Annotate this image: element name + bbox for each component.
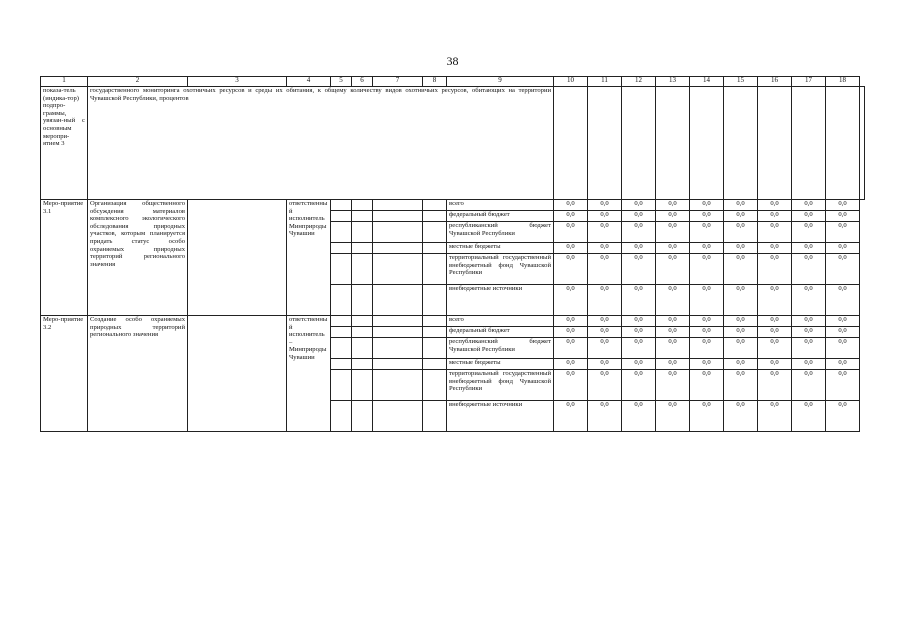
empty-cell [423,254,447,285]
empty-cell [188,316,287,432]
empty-cell [331,222,352,243]
funding-value: 0,0 [724,211,758,222]
funding-value: 0,0 [588,222,622,243]
measure-name: Организация общественного обсуждения материалов комплексного экологического обследования природных участков, которым планируется придать статус особо охраняемых природных территорий регионального значения [88,200,188,316]
funding-value: 0,0 [554,370,588,401]
funding-value: 0,0 [622,370,656,401]
column-number: 5 [331,77,352,87]
funding-value: 0,0 [724,370,758,401]
funding-value: 0,0 [724,401,758,432]
funding-value: 0,0 [758,370,792,401]
funding-value: 0,0 [588,211,622,222]
funding-value: 0,0 [690,200,724,211]
funding-value: 0,0 [758,254,792,285]
funding-value: 0,0 [690,285,724,316]
funding-value: 0,0 [826,243,860,254]
funding-value: 0,0 [656,200,690,211]
empty-cell [423,338,447,359]
column-number: 7 [373,77,423,87]
funding-value: 0,0 [588,200,622,211]
funding-value: 0,0 [554,316,588,327]
funding-source: территориальный государственный внебюджетный фонд Чувашской Республики [447,370,554,401]
funding-value: 0,0 [690,211,724,222]
funding-source: всего [447,316,554,327]
funding-value: 0,0 [656,401,690,432]
funding-value: 0,0 [826,316,860,327]
funding-value: 0,0 [724,200,758,211]
funding-value: 0,0 [690,338,724,359]
funding-value: 0,0 [588,254,622,285]
funding-value: 0,0 [826,338,860,359]
column-number: 11 [588,77,622,87]
empty-cell [352,285,373,316]
column-number: 14 [690,77,724,87]
measure-executor: ответственный исполнитель Минприроды Чувашии [287,200,331,316]
funding-value: 0,0 [622,316,656,327]
empty-cell [826,87,860,200]
funding-value: 0,0 [656,222,690,243]
indicator-label: показа-тель (индика-тор) подпро-граммы, увязан-ный с основным меропри-ятием 3 [41,87,88,200]
empty-cell [373,370,423,401]
empty-cell [352,200,373,211]
funding-value: 0,0 [554,254,588,285]
funding-source: местные бюджеты [447,243,554,254]
funding-value: 0,0 [826,401,860,432]
funding-value: 0,0 [792,338,826,359]
funding-value: 0,0 [826,222,860,243]
funding-value: 0,0 [588,338,622,359]
empty-cell [188,200,287,316]
funding-value: 0,0 [656,211,690,222]
measure-label: Меро-приятие 3.1 [41,200,88,316]
empty-cell [373,254,423,285]
funding-value: 0,0 [758,359,792,370]
empty-cell [724,87,758,200]
funding-value: 0,0 [622,211,656,222]
funding-value: 0,0 [826,285,860,316]
empty-cell [690,87,724,200]
empty-cell [373,243,423,254]
funding-value: 0,0 [758,401,792,432]
funding-value: 0,0 [690,243,724,254]
funding-value: 0,0 [554,211,588,222]
funding-value: 0,0 [622,285,656,316]
source-row [41,316,865,327]
empty-cell [331,338,352,359]
funding-value: 0,0 [792,327,826,338]
funding-value: 0,0 [588,327,622,338]
empty-cell [352,211,373,222]
empty-cell [423,222,447,243]
funding-value: 0,0 [758,316,792,327]
funding-value: 0,0 [724,359,758,370]
funding-value: 0,0 [690,401,724,432]
funding-value: 0,0 [792,254,826,285]
column-number: 18 [826,77,860,87]
funding-value: 0,0 [622,359,656,370]
funding-value: 0,0 [622,254,656,285]
empty-cell [331,316,352,327]
empty-cell [352,401,373,432]
funding-source: местные бюджеты [447,359,554,370]
funding-value: 0,0 [588,401,622,432]
funding-value: 0,0 [690,222,724,243]
funding-source: республиканский бюджет Чувашской Республики [447,338,554,359]
header-row [41,77,865,87]
funding-value: 0,0 [792,359,826,370]
funding-value: 0,0 [758,243,792,254]
funding-value: 0,0 [724,254,758,285]
funding-value: 0,0 [554,222,588,243]
funding-value: 0,0 [826,211,860,222]
empty-cell [423,285,447,316]
empty-cell [373,316,423,327]
funding-value: 0,0 [724,316,758,327]
funding-value: 0,0 [690,359,724,370]
empty-cell [373,211,423,222]
funding-source: внебюджетные источники [447,285,554,316]
empty-cell [331,370,352,401]
funding-value: 0,0 [792,316,826,327]
funding-value: 0,0 [554,338,588,359]
indicator-row [41,87,865,200]
empty-cell [331,359,352,370]
funding-value: 0,0 [826,359,860,370]
funding-source: внебюджетные источники [447,401,554,432]
funding-value: 0,0 [826,200,860,211]
funding-value: 0,0 [690,370,724,401]
funding-value: 0,0 [622,327,656,338]
funding-value: 0,0 [554,359,588,370]
funding-value: 0,0 [724,338,758,359]
funding-source: федеральный бюджет [447,211,554,222]
funding-value: 0,0 [622,401,656,432]
funding-value: 0,0 [758,327,792,338]
empty-cell [423,401,447,432]
empty-cell [373,200,423,211]
empty-cell [758,87,792,200]
empty-cell [792,87,826,200]
funding-value: 0,0 [826,327,860,338]
funding-value: 0,0 [758,211,792,222]
funding-value: 0,0 [622,222,656,243]
funding-value: 0,0 [792,285,826,316]
funding-value: 0,0 [690,254,724,285]
column-number: 8 [423,77,447,87]
empty-cell [423,370,447,401]
column-number: 17 [792,77,826,87]
empty-cell [373,222,423,243]
funding-value: 0,0 [724,327,758,338]
measure-name: Создание особо охраняемых природных территорий регионального значения [88,316,188,432]
funding-value: 0,0 [554,200,588,211]
empty-cell [622,87,656,200]
empty-cell [423,211,447,222]
column-number: 1 [41,77,88,87]
column-number: 4 [287,77,331,87]
funding-value: 0,0 [588,316,622,327]
empty-cell [373,401,423,432]
funding-value: 0,0 [656,254,690,285]
empty-cell [373,327,423,338]
empty-cell [352,254,373,285]
empty-cell [423,316,447,327]
funding-value: 0,0 [554,401,588,432]
funding-value: 0,0 [792,243,826,254]
column-number: 2 [88,77,188,87]
indicator-text: государственного мониторинга охотничьих ресурсов и среды их обитания, к общему количеству видов охотничьих ресурсов, обитающих на территории Чувашской Республики, процентов [88,87,554,200]
funding-value: 0,0 [656,316,690,327]
page-number: 38 [446,54,459,68]
empty-cell [352,316,373,327]
funding-source: федеральный бюджет [447,327,554,338]
empty-cell [656,87,690,200]
empty-cell [352,338,373,359]
funding-value: 0,0 [690,316,724,327]
funding-value: 0,0 [690,327,724,338]
empty-cell [423,327,447,338]
empty-cell [373,285,423,316]
funding-value: 0,0 [724,222,758,243]
program-table [40,76,865,432]
funding-value: 0,0 [656,243,690,254]
empty-cell [352,359,373,370]
empty-cell [331,327,352,338]
funding-value: 0,0 [554,243,588,254]
column-number: 15 [724,77,758,87]
empty-cell [423,243,447,254]
funding-value: 0,0 [622,200,656,211]
funding-value: 0,0 [758,285,792,316]
empty-cell [588,87,622,200]
column-number: 10 [554,77,588,87]
empty-cell [554,87,588,200]
empty-cell [331,200,352,211]
empty-cell [331,285,352,316]
funding-value: 0,0 [588,243,622,254]
funding-value: 0,0 [656,370,690,401]
column-number: 3 [188,77,287,87]
funding-value: 0,0 [792,401,826,432]
funding-value: 0,0 [588,285,622,316]
funding-value: 0,0 [622,338,656,359]
funding-value: 0,0 [656,327,690,338]
funding-value: 0,0 [758,338,792,359]
column-number: 6 [352,77,373,87]
measure-executor: ответственный исполнитель – Минприроды Чувашии [287,316,331,432]
column-number: 9 [447,77,554,87]
funding-value: 0,0 [792,211,826,222]
funding-source: республиканский бюджет Чувашской Республики [447,222,554,243]
funding-value: 0,0 [724,285,758,316]
funding-value: 0,0 [656,359,690,370]
funding-value: 0,0 [554,327,588,338]
column-number: 16 [758,77,792,87]
funding-value: 0,0 [826,370,860,401]
funding-value: 0,0 [792,370,826,401]
source-row [41,200,865,211]
empty-cell [331,211,352,222]
funding-value: 0,0 [588,370,622,401]
empty-cell [352,370,373,401]
empty-cell [352,327,373,338]
funding-value: 0,0 [792,200,826,211]
measure-label: Меро-приятие 3.2 [41,316,88,432]
empty-cell [860,87,865,200]
funding-source: территориальный государственный внебюджетный фонд Чувашской Республики [447,254,554,285]
funding-value: 0,0 [588,359,622,370]
empty-cell [331,254,352,285]
empty-cell [373,338,423,359]
column-number: 12 [622,77,656,87]
funding-value: 0,0 [724,243,758,254]
column-number: 13 [656,77,690,87]
funding-value: 0,0 [656,285,690,316]
funding-value: 0,0 [826,254,860,285]
empty-cell [352,243,373,254]
funding-value: 0,0 [656,338,690,359]
funding-value: 0,0 [792,222,826,243]
empty-cell [352,222,373,243]
funding-value: 0,0 [758,222,792,243]
empty-cell [423,200,447,211]
funding-value: 0,0 [758,200,792,211]
funding-value: 0,0 [622,243,656,254]
empty-cell [331,243,352,254]
funding-value: 0,0 [554,285,588,316]
empty-cell [373,359,423,370]
funding-source: всего [447,200,554,211]
empty-cell [331,401,352,432]
empty-cell [423,359,447,370]
